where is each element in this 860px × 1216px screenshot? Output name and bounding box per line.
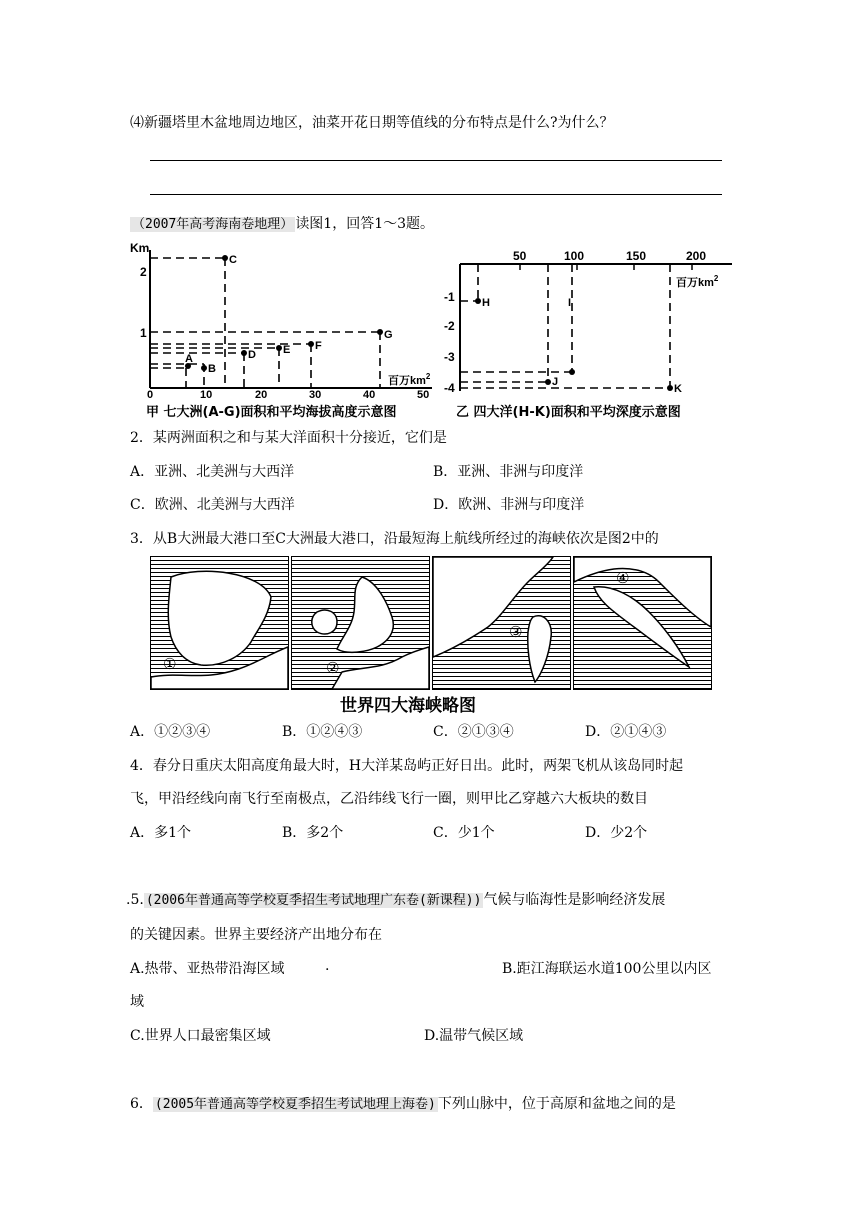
svg-text:200: 200: [686, 249, 707, 263]
q3-option-b: B．①②④③: [282, 724, 363, 740]
y-ticks: [444, 290, 455, 395]
strait-map-2: [291, 556, 430, 690]
svg-text:F: F: [315, 340, 322, 352]
strait-map-3: [432, 556, 571, 690]
q5-source: (2006年普通高等学校夏季招生考试地理广东卷(新课程)): [145, 893, 482, 908]
q4-stem-1: 4．春分日重庆太阳高度角最大时，H大洋某岛屿正好日出。此时，两架飞机从该岛同时起: [130, 758, 684, 774]
q5-dot: .: [325, 958, 330, 974]
q5-option-b: B.距江海联运水道100公里以内区: [502, 961, 712, 977]
svg-text:-1: -1: [444, 290, 455, 304]
svg-text:100: 100: [564, 249, 585, 263]
intro-text: 读图1，回答1～3题。: [295, 216, 435, 232]
svg-text:①: ①: [163, 656, 177, 673]
q4-option-b: B．多2个: [282, 825, 344, 841]
q4-option-c: C．少1个: [433, 825, 495, 841]
svg-text:A: A: [185, 353, 193, 365]
svg-text:40: 40: [363, 389, 376, 400]
q5-option-b-cont: 域: [130, 994, 144, 1010]
q2-option-b: B．亚洲、非洲与印度洋: [433, 464, 584, 480]
q3-option-d: D．②①④③: [585, 724, 667, 740]
caption-yi: 乙 四大洋(H-K)面积和平均深度示意图: [456, 405, 681, 420]
figure-yi: [440, 246, 740, 396]
q4-option-d: D．少2个: [585, 825, 648, 841]
q3-option-a: A．①②③④: [130, 724, 211, 740]
q3-stem: 3．从B大洲最大港口至C大洲最大港口，沿最短海上航线所经过的海峡依次是图2中的: [130, 531, 659, 547]
answer-line-1: [150, 160, 722, 161]
q6-line: [130, 1093, 676, 1113]
svg-text:-3: -3: [444, 350, 455, 364]
y-tick: 2: [140, 265, 147, 279]
q6-stem: 下列山脉中，位于高原和盆地之间的是: [437, 1096, 676, 1112]
svg-text:10: 10: [200, 389, 213, 400]
q5-line-2: 的关键因素。世界主要经济产出地分布在: [130, 927, 382, 943]
answer-line-2: [150, 194, 722, 195]
svg-text:G: G: [384, 329, 393, 341]
svg-text:B: B: [208, 363, 216, 375]
y-tick: 1: [140, 326, 147, 340]
q4-stem-2: 飞，甲沿经线向南飞行至南极点，乙沿纬线飞行一圈，则甲比乙穿越六大板块的数目: [130, 791, 648, 807]
q6-source: (2005年普通高等学校夏季招生考试地理上海卷): [154, 1097, 436, 1112]
q4-option-a: A．多1个: [130, 825, 192, 841]
svg-text:20: 20: [255, 389, 268, 400]
svg-text:③: ③: [509, 624, 523, 641]
x-ticks: [147, 389, 429, 400]
svg-text:50: 50: [513, 249, 527, 263]
q2-stem: 2．某两洲面积之和与某大洋面积十分接近，它们是: [130, 430, 447, 446]
figure-jia: [126, 238, 436, 400]
q2-option-d: D．欧洲、非洲与印度洋: [433, 497, 585, 513]
point-labels: [482, 297, 682, 395]
q2-option-c: C．欧洲、北美洲与大西洋: [130, 497, 295, 513]
svg-text:-2: -2: [444, 319, 455, 333]
svg-text:D: D: [248, 349, 256, 361]
q5-option-c: C.世界人口最密集区域: [130, 1028, 271, 1044]
svg-text:-4: -4: [444, 381, 455, 395]
strait-map-4: [573, 556, 712, 690]
x-unit: 百万$km^2$: [388, 372, 431, 387]
svg-text:K: K: [674, 383, 682, 395]
svg-text:0: 0: [147, 389, 154, 400]
svg-text:30: 30: [309, 389, 322, 400]
source-tag: （2007年高考海南卷地理）: [132, 217, 294, 232]
svg-text:150: 150: [626, 249, 647, 263]
svg-text:C: C: [229, 254, 237, 266]
q2-option-a: A．亚洲、北美洲与大西洋: [130, 464, 295, 480]
point-labels: [185, 254, 393, 375]
prev-question: ⑷新疆塔里木盆地周边地区，油菜开花日期等值线的分布特点是什么?为什么？: [130, 115, 614, 131]
q5-number: .5.: [126, 892, 144, 908]
svg-text:H: H: [482, 297, 490, 309]
q6-number: 6．: [130, 1096, 153, 1112]
strait-map-1: [150, 556, 289, 690]
q5-option-a: A.热带、亚热带沿海区域: [130, 961, 285, 977]
x-ticks: [513, 249, 706, 263]
svg-text:I: I: [568, 297, 572, 309]
x-unit: 百万$km^2$: [676, 274, 719, 289]
svg-text:E: E: [283, 344, 291, 356]
svg-text:②: ②: [326, 660, 340, 677]
svg-text:④: ④: [616, 570, 630, 587]
caption-jia: 甲 七大洲(A-G)面积和平均海拔高度示意图: [146, 405, 397, 420]
y-unit: Km: [130, 241, 150, 255]
q5-line-1: [126, 889, 665, 909]
q5-option-d: D.温带气候区域: [424, 1028, 524, 1044]
svg-text:J: J: [552, 376, 559, 388]
svg-text:50: 50: [417, 389, 430, 400]
strait-map-title: 世界四大海峡略图: [340, 696, 476, 716]
q5-stem-1: 气候与临海性是影响经济发展: [483, 892, 666, 908]
source-intro: [130, 213, 434, 233]
q3-option-c: C．②①③④: [433, 724, 514, 740]
